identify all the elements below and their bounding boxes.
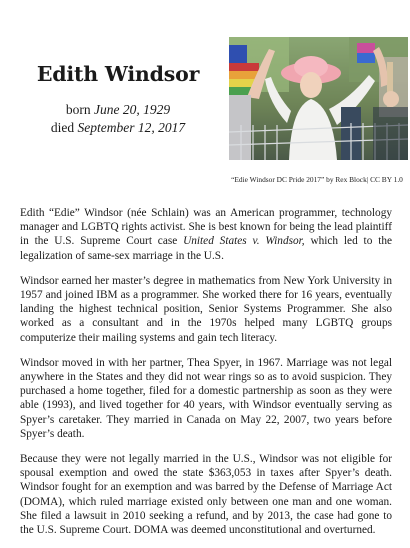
photo-caption: “Edie Windsor DC Pride 2017” by Rex Block| CC BY 1.0 bbox=[231, 175, 403, 184]
intro-text: Edith “Edie” Windsor (née Schlain) was an American programmer, technology manager and LGBTQ rights activist. She is best known for being the lead plaintiff in the U.S. Supreme Court case bbox=[20, 207, 392, 248]
born-date: June 20, 1929 bbox=[94, 102, 171, 117]
born-line bbox=[18, 101, 218, 119]
died-date: September 12, 2017 bbox=[77, 120, 186, 135]
paragraph-intro bbox=[20, 206, 392, 263]
died-line bbox=[18, 119, 218, 137]
portrait-photo bbox=[229, 37, 408, 160]
life-dates bbox=[18, 101, 218, 137]
paragraph-lawsuit: Because they were not legally married in the U.S., Windsor was not eligible for spousal exemption and owed the state $363,053 in taxes after Spyer’s death. Windsor fought for an exemption and was barred by the Defense of Marriage Act (DOMA), which ruled marriage existed only between one man and one woman. She filed a lawsuit in 2010 seeking a refund, and by 2013, the case had gone to the U.S. Supreme Court. DOMA was deemed unconstitutional and overturned. bbox=[20, 453, 392, 537]
intro-text-end: which led to the legalization of same-sex marriage in the U.S. bbox=[20, 235, 392, 262]
article-body bbox=[20, 206, 392, 548]
paragraph-partnership: Windsor moved in with her partner, Thea Spyer, in 1967. Marriage was not legal anywhere in the States and they did not wear rings so as to avoid suspicion. They purchased a home together, filed for a domestic partnership as soon as they were able (1993), and lived together for 40 years, with Windsor eventually serving as Spyer’s caretaker. They married in Canada on May 22, 2007, two years before Spyer’s death. bbox=[20, 356, 392, 440]
parade-photo-illustration bbox=[229, 37, 408, 160]
case-name: United States v. Windsor, bbox=[183, 235, 305, 248]
died-label: died bbox=[50, 120, 75, 135]
page-title: Edith Windsor bbox=[36, 62, 200, 86]
born-label: born bbox=[65, 102, 91, 117]
paragraph-career: Windsor earned her master’s degree in mathematics from New York University in 1957 and joined IBM as a programmer. She worked there for 16 years, eventually landing the highest technical position, Senior Systems Programmer. She also worked as a consultant and in the 1970s helped many LGBTQ groups computerize their mailing systems and gain tech literacy. bbox=[20, 274, 392, 344]
